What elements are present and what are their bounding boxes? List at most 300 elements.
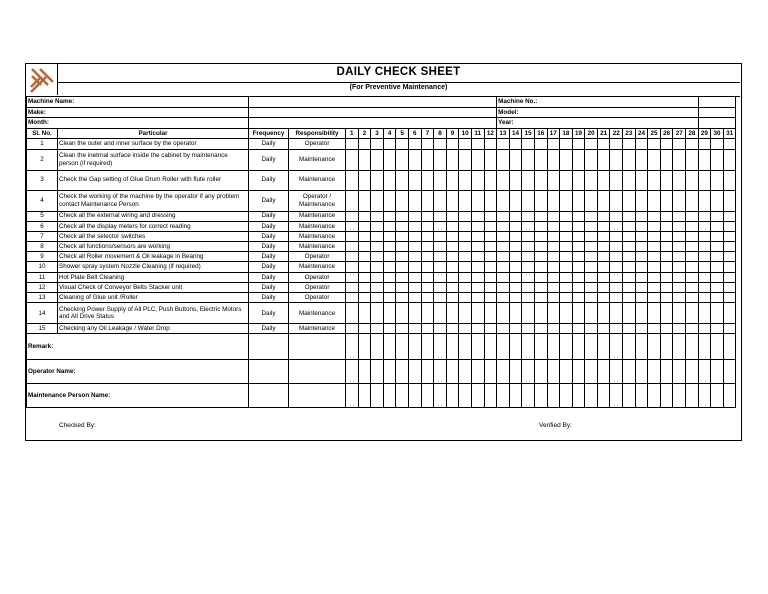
day-check-cell[interactable] xyxy=(408,384,421,408)
day-check-cell[interactable] xyxy=(358,262,371,272)
day-check-cell[interactable] xyxy=(673,190,686,211)
day-check-cell[interactable] xyxy=(509,221,522,231)
day-check-cell[interactable] xyxy=(421,324,434,334)
day-check-cell[interactable] xyxy=(534,384,547,408)
day-check-cell[interactable] xyxy=(686,334,699,360)
day-check-cell[interactable] xyxy=(723,149,736,170)
day-check-cell[interactable] xyxy=(497,252,510,262)
day-check-cell[interactable] xyxy=(383,149,396,170)
day-check-cell[interactable] xyxy=(509,170,522,190)
day-check-cell[interactable] xyxy=(408,231,421,241)
day-check-cell[interactable] xyxy=(459,324,472,334)
day-check-cell[interactable] xyxy=(522,149,535,170)
day-check-cell[interactable] xyxy=(509,384,522,408)
day-check-cell[interactable] xyxy=(371,384,384,408)
day-check-cell[interactable] xyxy=(648,272,661,282)
day-check-cell[interactable] xyxy=(484,252,497,262)
day-check-cell[interactable] xyxy=(509,211,522,221)
day-check-cell[interactable] xyxy=(522,170,535,190)
day-check-cell[interactable] xyxy=(509,190,522,211)
day-check-cell[interactable] xyxy=(686,282,699,292)
day-check-cell[interactable] xyxy=(459,360,472,384)
day-check-cell[interactable] xyxy=(421,293,434,303)
day-check-cell[interactable] xyxy=(686,231,699,241)
day-check-cell[interactable] xyxy=(509,334,522,360)
day-check-cell[interactable] xyxy=(547,139,560,150)
day-check-cell[interactable] xyxy=(547,170,560,190)
day-check-cell[interactable] xyxy=(686,324,699,334)
day-check-cell[interactable] xyxy=(597,360,610,384)
day-check-cell[interactable] xyxy=(471,282,484,292)
day-check-cell[interactable] xyxy=(597,221,610,231)
day-check-cell[interactable] xyxy=(371,293,384,303)
day-check-cell[interactable] xyxy=(446,360,459,384)
day-check-cell[interactable] xyxy=(383,231,396,241)
day-check-cell[interactable] xyxy=(358,282,371,292)
day-check-cell[interactable] xyxy=(446,190,459,211)
day-check-cell[interactable] xyxy=(547,242,560,252)
day-check-cell[interactable] xyxy=(585,242,598,252)
day-check-cell[interactable] xyxy=(698,384,711,408)
day-check-cell[interactable] xyxy=(434,221,447,231)
day-check-cell[interactable] xyxy=(396,360,409,384)
day-check-cell[interactable] xyxy=(534,334,547,360)
day-check-cell[interactable] xyxy=(371,272,384,282)
day-check-cell[interactable] xyxy=(534,282,547,292)
day-check-cell[interactable] xyxy=(673,139,686,150)
day-check-cell[interactable] xyxy=(371,360,384,384)
day-check-cell[interactable] xyxy=(723,360,736,384)
day-check-cell[interactable] xyxy=(660,384,673,408)
day-check-cell[interactable] xyxy=(497,231,510,241)
maintenance-person-field-2[interactable] xyxy=(289,384,346,408)
day-check-cell[interactable] xyxy=(547,221,560,231)
day-check-cell[interactable] xyxy=(660,139,673,150)
day-check-cell[interactable] xyxy=(648,360,661,384)
day-check-cell[interactable] xyxy=(346,360,359,384)
day-check-cell[interactable] xyxy=(660,334,673,360)
day-check-cell[interactable] xyxy=(597,282,610,292)
day-check-cell[interactable] xyxy=(597,211,610,221)
day-check-cell[interactable] xyxy=(711,262,724,272)
day-check-cell[interactable] xyxy=(421,211,434,221)
day-check-cell[interactable] xyxy=(371,252,384,262)
day-check-cell[interactable] xyxy=(547,231,560,241)
day-check-cell[interactable] xyxy=(610,139,623,150)
day-check-cell[interactable] xyxy=(585,324,598,334)
day-check-cell[interactable] xyxy=(597,334,610,360)
day-check-cell[interactable] xyxy=(346,272,359,282)
day-check-cell[interactable] xyxy=(597,384,610,408)
day-check-cell[interactable] xyxy=(711,242,724,252)
day-check-cell[interactable] xyxy=(560,221,573,231)
day-check-cell[interactable] xyxy=(509,252,522,262)
day-check-cell[interactable] xyxy=(547,262,560,272)
day-check-cell[interactable] xyxy=(610,272,623,282)
day-check-cell[interactable] xyxy=(509,231,522,241)
day-check-cell[interactable] xyxy=(723,190,736,211)
day-check-cell[interactable] xyxy=(623,231,636,241)
day-check-cell[interactable] xyxy=(383,384,396,408)
day-check-cell[interactable] xyxy=(522,334,535,360)
day-check-cell[interactable] xyxy=(421,242,434,252)
day-check-cell[interactable] xyxy=(534,190,547,211)
day-check-cell[interactable] xyxy=(484,272,497,282)
day-check-cell[interactable] xyxy=(497,272,510,282)
day-check-cell[interactable] xyxy=(383,242,396,252)
day-check-cell[interactable] xyxy=(547,282,560,292)
day-check-cell[interactable] xyxy=(635,293,648,303)
day-check-cell[interactable] xyxy=(358,324,371,334)
day-check-cell[interactable] xyxy=(635,190,648,211)
day-check-cell[interactable] xyxy=(698,303,711,324)
day-check-cell[interactable] xyxy=(686,360,699,384)
day-check-cell[interactable] xyxy=(459,293,472,303)
day-check-cell[interactable] xyxy=(396,293,409,303)
day-check-cell[interactable] xyxy=(408,360,421,384)
day-check-cell[interactable] xyxy=(358,149,371,170)
day-check-cell[interactable] xyxy=(610,252,623,262)
day-check-cell[interactable] xyxy=(560,293,573,303)
day-check-cell[interactable] xyxy=(686,272,699,282)
remark-field[interactable] xyxy=(249,334,289,360)
day-check-cell[interactable] xyxy=(497,149,510,170)
day-check-cell[interactable] xyxy=(698,139,711,150)
day-check-cell[interactable] xyxy=(660,360,673,384)
day-check-cell[interactable] xyxy=(635,384,648,408)
day-check-cell[interactable] xyxy=(346,262,359,272)
day-check-cell[interactable] xyxy=(711,334,724,360)
day-check-cell[interactable] xyxy=(635,360,648,384)
day-check-cell[interactable] xyxy=(686,293,699,303)
day-check-cell[interactable] xyxy=(648,231,661,241)
day-check-cell[interactable] xyxy=(660,190,673,211)
day-check-cell[interactable] xyxy=(723,211,736,221)
day-check-cell[interactable] xyxy=(346,231,359,241)
day-check-cell[interactable] xyxy=(434,282,447,292)
day-check-cell[interactable] xyxy=(585,231,598,241)
day-check-cell[interactable] xyxy=(522,231,535,241)
day-check-cell[interactable] xyxy=(459,272,472,282)
day-check-cell[interactable] xyxy=(648,282,661,292)
day-check-cell[interactable] xyxy=(497,242,510,252)
day-check-cell[interactable] xyxy=(408,252,421,262)
day-check-cell[interactable] xyxy=(723,242,736,252)
day-check-cell[interactable] xyxy=(346,324,359,334)
day-check-cell[interactable] xyxy=(635,170,648,190)
day-check-cell[interactable] xyxy=(421,149,434,170)
day-check-cell[interactable] xyxy=(371,334,384,360)
day-check-cell[interactable] xyxy=(358,242,371,252)
day-check-cell[interactable] xyxy=(509,303,522,324)
day-check-cell[interactable] xyxy=(522,272,535,282)
day-check-cell[interactable] xyxy=(421,190,434,211)
day-check-cell[interactable] xyxy=(509,293,522,303)
day-check-cell[interactable] xyxy=(497,262,510,272)
day-check-cell[interactable] xyxy=(434,293,447,303)
day-check-cell[interactable] xyxy=(346,293,359,303)
day-check-cell[interactable] xyxy=(547,149,560,170)
day-check-cell[interactable] xyxy=(648,293,661,303)
day-check-cell[interactable] xyxy=(698,262,711,272)
day-check-cell[interactable] xyxy=(471,170,484,190)
day-check-cell[interactable] xyxy=(522,139,535,150)
day-check-cell[interactable] xyxy=(711,384,724,408)
day-check-cell[interactable] xyxy=(572,149,585,170)
day-check-cell[interactable] xyxy=(711,170,724,190)
day-check-cell[interactable] xyxy=(459,282,472,292)
day-check-cell[interactable] xyxy=(346,282,359,292)
day-check-cell[interactable] xyxy=(446,170,459,190)
day-check-cell[interactable] xyxy=(434,170,447,190)
day-check-cell[interactable] xyxy=(585,170,598,190)
day-check-cell[interactable] xyxy=(459,334,472,360)
day-check-cell[interactable] xyxy=(648,149,661,170)
day-check-cell[interactable] xyxy=(358,231,371,241)
day-check-cell[interactable] xyxy=(572,262,585,272)
day-check-cell[interactable] xyxy=(686,190,699,211)
day-check-cell[interactable] xyxy=(346,334,359,360)
day-check-cell[interactable] xyxy=(572,170,585,190)
day-check-cell[interactable] xyxy=(459,190,472,211)
day-check-cell[interactable] xyxy=(648,242,661,252)
day-check-cell[interactable] xyxy=(484,384,497,408)
day-check-cell[interactable] xyxy=(673,334,686,360)
day-check-cell[interactable] xyxy=(723,139,736,150)
day-check-cell[interactable] xyxy=(673,293,686,303)
day-check-cell[interactable] xyxy=(660,221,673,231)
day-check-cell[interactable] xyxy=(371,190,384,211)
day-check-cell[interactable] xyxy=(547,252,560,262)
day-check-cell[interactable] xyxy=(446,242,459,252)
day-check-cell[interactable] xyxy=(711,293,724,303)
day-check-cell[interactable] xyxy=(673,252,686,262)
day-check-cell[interactable] xyxy=(358,139,371,150)
day-check-cell[interactable] xyxy=(446,303,459,324)
day-check-cell[interactable] xyxy=(572,324,585,334)
day-check-cell[interactable] xyxy=(597,190,610,211)
day-check-cell[interactable] xyxy=(383,303,396,324)
day-check-cell[interactable] xyxy=(623,360,636,384)
day-check-cell[interactable] xyxy=(396,334,409,360)
day-check-cell[interactable] xyxy=(585,293,598,303)
day-check-cell[interactable] xyxy=(698,170,711,190)
day-check-cell[interactable] xyxy=(547,272,560,282)
day-check-cell[interactable] xyxy=(383,252,396,262)
day-check-cell[interactable] xyxy=(396,272,409,282)
day-check-cell[interactable] xyxy=(572,293,585,303)
day-check-cell[interactable] xyxy=(686,139,699,150)
day-check-cell[interactable] xyxy=(711,221,724,231)
machine-name-field[interactable] xyxy=(249,97,497,108)
day-check-cell[interactable] xyxy=(484,242,497,252)
day-check-cell[interactable] xyxy=(686,252,699,262)
day-check-cell[interactable] xyxy=(711,282,724,292)
day-check-cell[interactable] xyxy=(497,334,510,360)
day-check-cell[interactable] xyxy=(673,211,686,221)
day-check-cell[interactable] xyxy=(383,221,396,231)
day-check-cell[interactable] xyxy=(623,324,636,334)
day-check-cell[interactable] xyxy=(698,190,711,211)
day-check-cell[interactable] xyxy=(371,149,384,170)
day-check-cell[interactable] xyxy=(698,334,711,360)
day-check-cell[interactable] xyxy=(534,242,547,252)
day-check-cell[interactable] xyxy=(484,282,497,292)
day-check-cell[interactable] xyxy=(421,360,434,384)
day-check-cell[interactable] xyxy=(560,149,573,170)
day-check-cell[interactable] xyxy=(698,282,711,292)
day-check-cell[interactable] xyxy=(698,242,711,252)
day-check-cell[interactable] xyxy=(408,334,421,360)
operator-name-field-2[interactable] xyxy=(289,360,346,384)
day-check-cell[interactable] xyxy=(686,149,699,170)
day-check-cell[interactable] xyxy=(686,170,699,190)
day-check-cell[interactable] xyxy=(434,149,447,170)
day-check-cell[interactable] xyxy=(711,252,724,262)
day-check-cell[interactable] xyxy=(560,252,573,262)
day-check-cell[interactable] xyxy=(635,272,648,282)
day-check-cell[interactable] xyxy=(522,252,535,262)
day-check-cell[interactable] xyxy=(572,334,585,360)
day-check-cell[interactable] xyxy=(509,139,522,150)
day-check-cell[interactable] xyxy=(635,303,648,324)
operator-name-field[interactable] xyxy=(249,360,289,384)
day-check-cell[interactable] xyxy=(358,334,371,360)
day-check-cell[interactable] xyxy=(660,149,673,170)
day-check-cell[interactable] xyxy=(534,272,547,282)
day-check-cell[interactable] xyxy=(534,139,547,150)
day-check-cell[interactable] xyxy=(660,303,673,324)
day-check-cell[interactable] xyxy=(396,170,409,190)
day-check-cell[interactable] xyxy=(408,303,421,324)
day-check-cell[interactable] xyxy=(522,282,535,292)
day-check-cell[interactable] xyxy=(471,139,484,150)
day-check-cell[interactable] xyxy=(585,303,598,324)
day-check-cell[interactable] xyxy=(446,139,459,150)
day-check-cell[interactable] xyxy=(522,211,535,221)
day-check-cell[interactable] xyxy=(635,139,648,150)
day-check-cell[interactable] xyxy=(358,170,371,190)
day-check-cell[interactable] xyxy=(484,149,497,170)
day-check-cell[interactable] xyxy=(660,293,673,303)
day-check-cell[interactable] xyxy=(534,231,547,241)
day-check-cell[interactable] xyxy=(446,384,459,408)
day-check-cell[interactable] xyxy=(509,262,522,272)
day-check-cell[interactable] xyxy=(434,262,447,272)
day-check-cell[interactable] xyxy=(597,242,610,252)
day-check-cell[interactable] xyxy=(610,190,623,211)
day-check-cell[interactable] xyxy=(408,272,421,282)
day-check-cell[interactable] xyxy=(459,170,472,190)
day-check-cell[interactable] xyxy=(711,190,724,211)
day-check-cell[interactable] xyxy=(597,262,610,272)
day-check-cell[interactable] xyxy=(711,139,724,150)
day-check-cell[interactable] xyxy=(383,262,396,272)
day-check-cell[interactable] xyxy=(648,211,661,221)
day-check-cell[interactable] xyxy=(522,293,535,303)
day-check-cell[interactable] xyxy=(698,221,711,231)
day-check-cell[interactable] xyxy=(623,384,636,408)
day-check-cell[interactable] xyxy=(635,252,648,262)
day-check-cell[interactable] xyxy=(497,384,510,408)
day-check-cell[interactable] xyxy=(358,252,371,262)
day-check-cell[interactable] xyxy=(610,211,623,221)
day-check-cell[interactable] xyxy=(408,221,421,231)
day-check-cell[interactable] xyxy=(471,360,484,384)
day-check-cell[interactable] xyxy=(446,293,459,303)
day-check-cell[interactable] xyxy=(623,334,636,360)
day-check-cell[interactable] xyxy=(396,324,409,334)
day-check-cell[interactable] xyxy=(446,221,459,231)
day-check-cell[interactable] xyxy=(471,252,484,262)
day-check-cell[interactable] xyxy=(459,231,472,241)
day-check-cell[interactable] xyxy=(396,221,409,231)
day-check-cell[interactable] xyxy=(610,293,623,303)
day-check-cell[interactable] xyxy=(534,221,547,231)
day-check-cell[interactable] xyxy=(534,211,547,221)
day-check-cell[interactable] xyxy=(471,334,484,360)
day-check-cell[interactable] xyxy=(408,170,421,190)
day-check-cell[interactable] xyxy=(698,324,711,334)
year-field[interactable] xyxy=(698,118,736,129)
day-check-cell[interactable] xyxy=(711,324,724,334)
day-check-cell[interactable] xyxy=(560,139,573,150)
day-check-cell[interactable] xyxy=(471,303,484,324)
day-check-cell[interactable] xyxy=(610,170,623,190)
day-check-cell[interactable] xyxy=(371,282,384,292)
day-check-cell[interactable] xyxy=(610,149,623,170)
day-check-cell[interactable] xyxy=(346,252,359,262)
day-check-cell[interactable] xyxy=(597,272,610,282)
day-check-cell[interactable] xyxy=(597,231,610,241)
day-check-cell[interactable] xyxy=(648,303,661,324)
day-check-cell[interactable] xyxy=(673,303,686,324)
day-check-cell[interactable] xyxy=(446,252,459,262)
day-check-cell[interactable] xyxy=(383,170,396,190)
day-check-cell[interactable] xyxy=(610,384,623,408)
day-check-cell[interactable] xyxy=(547,190,560,211)
day-check-cell[interactable] xyxy=(484,334,497,360)
day-check-cell[interactable] xyxy=(572,282,585,292)
day-check-cell[interactable] xyxy=(723,170,736,190)
day-check-cell[interactable] xyxy=(686,262,699,272)
day-check-cell[interactable] xyxy=(396,211,409,221)
day-check-cell[interactable] xyxy=(711,303,724,324)
day-check-cell[interactable] xyxy=(446,282,459,292)
day-check-cell[interactable] xyxy=(346,221,359,231)
day-check-cell[interactable] xyxy=(497,221,510,231)
day-check-cell[interactable] xyxy=(421,252,434,262)
day-check-cell[interactable] xyxy=(648,190,661,211)
day-check-cell[interactable] xyxy=(446,211,459,221)
day-check-cell[interactable] xyxy=(610,231,623,241)
day-check-cell[interactable] xyxy=(597,293,610,303)
day-check-cell[interactable] xyxy=(585,282,598,292)
day-check-cell[interactable] xyxy=(711,272,724,282)
day-check-cell[interactable] xyxy=(623,170,636,190)
day-check-cell[interactable] xyxy=(648,262,661,272)
day-check-cell[interactable] xyxy=(522,242,535,252)
day-check-cell[interactable] xyxy=(421,384,434,408)
day-check-cell[interactable] xyxy=(522,221,535,231)
day-check-cell[interactable] xyxy=(711,211,724,221)
day-check-cell[interactable] xyxy=(484,324,497,334)
day-check-cell[interactable] xyxy=(421,139,434,150)
day-check-cell[interactable] xyxy=(572,384,585,408)
day-check-cell[interactable] xyxy=(534,303,547,324)
remark-field-2[interactable] xyxy=(289,334,346,360)
day-check-cell[interactable] xyxy=(471,221,484,231)
